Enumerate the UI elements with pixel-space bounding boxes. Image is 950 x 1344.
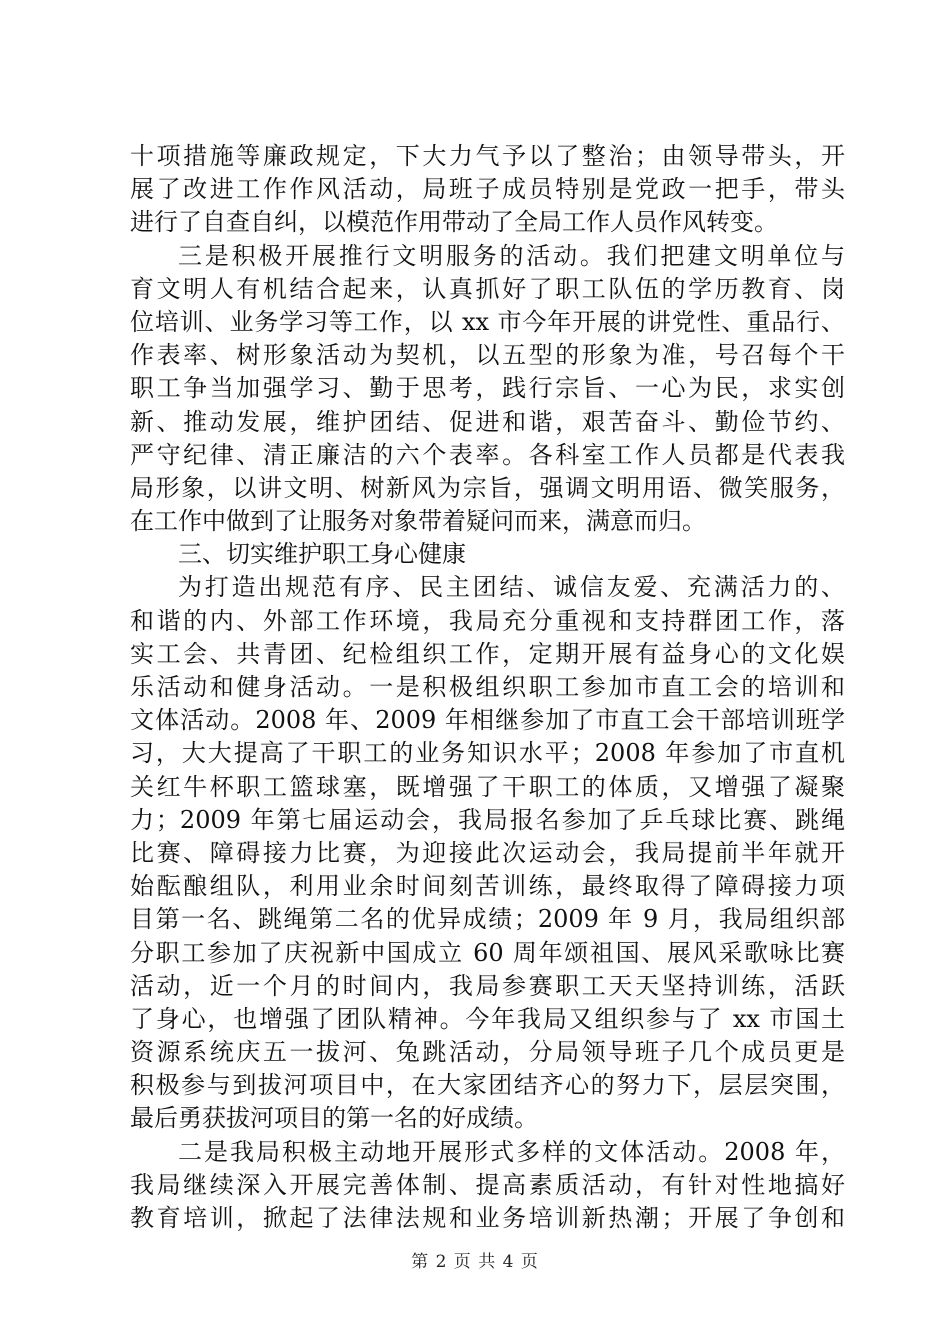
text-line: 目第一名、跳绳第二名的优异成绩；2009 年 9 月，我局组织部 xyxy=(130,905,845,934)
text-line: 积极参与到拔河项目中，在大家团结齐心的努力下，层层突围， xyxy=(130,1071,845,1100)
text-line: 最后勇获拔河项目的第一名的好成绩。 xyxy=(130,1104,538,1133)
text-line: 位培训、业务学习等工作，以 xx 市今年开展的讲党性、重品行、 xyxy=(130,307,845,336)
text-line: 分职工参加了庆祝新中国成立 60 周年颂祖国、展风采歌咏比赛 xyxy=(130,938,845,967)
text-line: 十项措施等廉政规定，下大力气予以了整治；由领导带头，开 xyxy=(130,142,845,170)
document-body xyxy=(130,140,845,1235)
text-line: 进行了自查自纠，以模范作用带动了全局工作人员作风转变。 xyxy=(130,208,778,237)
text-line: 实工会、共青团、纪检组织工作，定期开展有益身心的文化娱 xyxy=(130,639,845,668)
text-line: 乐活动和健身活动。一是积极组织职工参加市直工会的培训和 xyxy=(130,673,845,701)
text-line: 在工作中做到了让服务对象带着疑问而来，满意而归。 xyxy=(130,507,706,536)
text-line: 我局继续深入开展完善体制、提高素质活动，有针对性地搞好 xyxy=(130,1170,845,1199)
text-line: 活动，近一个月的时间内，我局参赛职工天天坚持训练，活跃 xyxy=(130,971,845,1000)
text-line: 比赛、障碍接力比赛，为迎接此次运动会，我局提前半年就开 xyxy=(130,838,845,867)
page-number-footer: 第 2 页 共 4 页 xyxy=(411,1252,539,1272)
text-line: 文体活动。2008 年、2009 年相继参加了市直工会干部培训班学 xyxy=(130,706,845,735)
text-line: 关红牛杯职工篮球塞，既增强了干职工的体质，又增强了凝聚 xyxy=(130,772,845,801)
text-line: 力；2009 年第七届运动会，我局报名参加了乒乓球比赛、跳绳 xyxy=(130,805,845,834)
text-line: 资源系统庆五一拔河、兔跳活动，分局领导班子几个成员更是 xyxy=(130,1038,845,1067)
text-line: 了身心，也增强了团队精神。今年我局又组织参与了 xx 市国土 xyxy=(130,1004,845,1033)
text-line: 育文明人有机结合起来，认真抓好了职工队伍的学历教育、岗 xyxy=(130,274,845,303)
text-line: 和谐的内、外部工作环境，我局充分重视和支持群团工作，落 xyxy=(130,606,845,635)
text-line: 新、推动发展，维护团结、促进和谐，艰苦奋斗、勤俭节约、 xyxy=(130,407,845,436)
text-line: 作表率、树形象活动为契机，以五型的形象为准，号召每个干 xyxy=(130,341,845,370)
text-line: 严守纪律、清正廉洁的六个表率。各科室工作人员都是代表我 xyxy=(130,440,845,469)
text-line: 展了改进工作作风活动，局班子成员特别是党政一把手，带头 xyxy=(130,175,845,204)
text-line: 习，大大提高了干职工的业务知识水平；2008 年参加了市直机 xyxy=(130,739,845,768)
text-line: 三、切实维护职工身心健康 xyxy=(178,540,466,569)
text-line: 二是我局积极主动地开展形式多样的文体活动。2008 年， xyxy=(178,1137,845,1166)
text-line: 教育培训，掀起了法律法规和业务培训新热潮；开展了争创和 xyxy=(130,1204,845,1232)
text-line: 三是积极开展推行文明服务的活动。我们把建文明单位与 xyxy=(178,241,845,270)
text-line: 局形象，以讲文明、树新风为宗旨，强调文明用语、微笑服务， xyxy=(130,473,845,502)
text-line: 始酝酿组队，利用业余时间刻苦训练，最终取得了障碍接力项 xyxy=(130,872,845,901)
text-line: 为打造出规范有序、民主团结、诚信友爱、充满活力的、 xyxy=(178,573,845,602)
text-line: 职工争当加强学习、勤于思考，践行宗旨、一心为民，求实创 xyxy=(130,374,845,403)
